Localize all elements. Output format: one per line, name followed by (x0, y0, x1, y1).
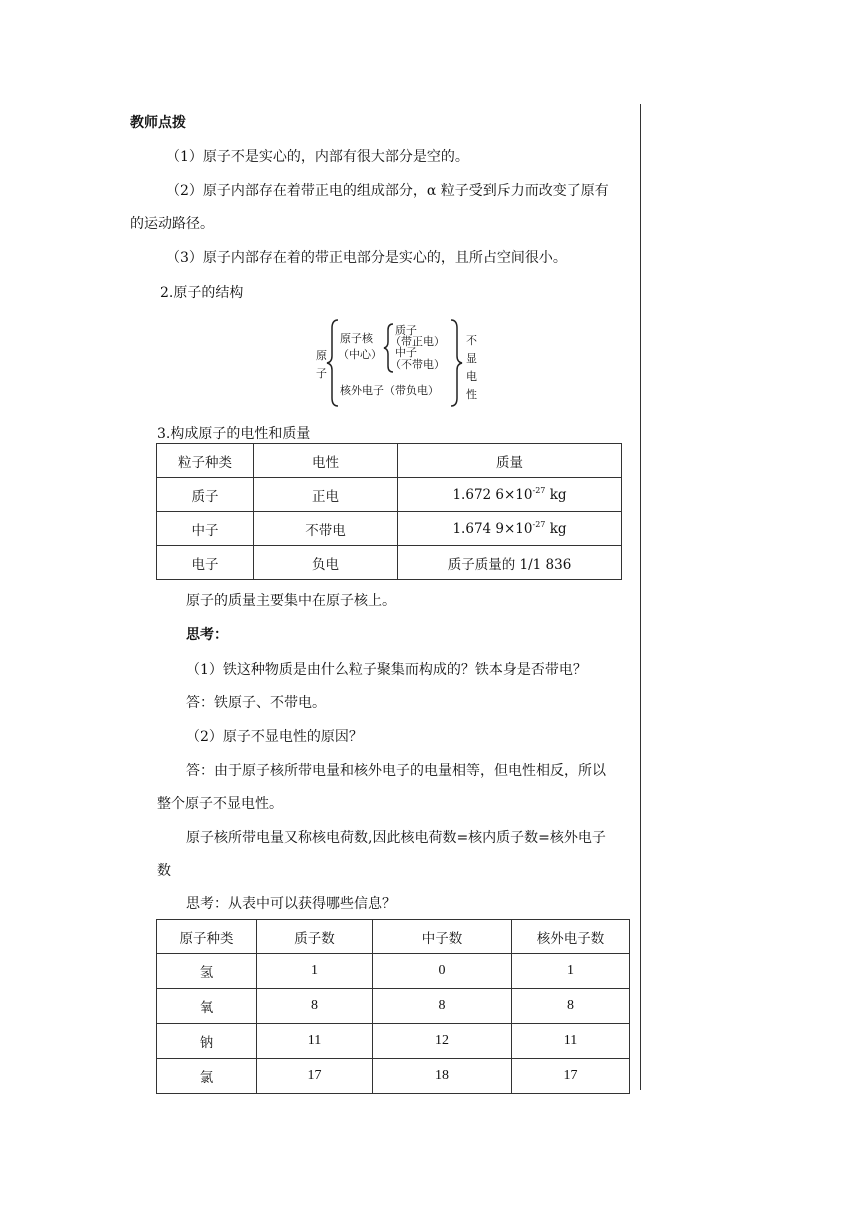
electron-count-cell: 17 (512, 1059, 630, 1094)
proton-count-cell: 8 (257, 989, 373, 1024)
answer-1: 答：铁原子、不带电。 (186, 695, 326, 711)
neutral-char: 不 (466, 334, 477, 347)
header-cell: 核外电子数 (512, 920, 630, 954)
think-question-2: 思考：从表中可以获得哪些信息？ (186, 896, 396, 912)
table-row (157, 1059, 630, 1094)
header-cell: 质子数 (257, 920, 373, 954)
table-header-row (157, 920, 630, 954)
header-cell: 电性 (254, 444, 398, 478)
neutral-char: 性 (466, 388, 477, 401)
atom-name-cell: 氢 (157, 954, 257, 989)
question-1: （1）铁这种物质是由什么粒子聚集而构成的？铁本身是否带电？ (186, 662, 587, 678)
header-cell: 质量 (398, 444, 622, 478)
atom-name-cell: 氯 (157, 1059, 257, 1094)
proton-count-cell: 1 (257, 954, 373, 989)
charge-statement: 原子核所带电量又称核电荷数,因此核电荷数=核内质子数=核外电子 (186, 830, 606, 846)
mass-unit: kg (549, 486, 567, 503)
nucleus-center-label: （中心） (338, 348, 382, 361)
section-3-title: 3.构成原子的电性和质量 (157, 426, 311, 442)
atom-label-char: 原 (316, 349, 327, 362)
answer-2-continued: 整个原子不显电性。 (157, 796, 283, 812)
point-2-continued: 的运动路径。 (130, 216, 214, 232)
table-row (157, 478, 622, 512)
mass-value: 1.674 9×10 (452, 520, 533, 537)
atom-name-cell: 氧 (157, 989, 257, 1024)
particle-type-cell: 中子 (157, 512, 254, 546)
point-3: （3）原子内部存在着的带正电部分是实心的，且所占空间很小。 (166, 250, 567, 266)
neutron-charge-label: （不带电） (390, 358, 445, 371)
neutron-count-cell: 0 (373, 954, 512, 989)
electron-count-cell: 11 (512, 1024, 630, 1059)
charge-statement-continued: 数 (157, 863, 171, 879)
electron-count-cell: 8 (512, 989, 630, 1024)
neutral-char: 电 (466, 370, 477, 383)
atom-label-char: 子 (316, 367, 327, 380)
think-label: 思考： (186, 627, 228, 643)
mass-cell: 质子质量的 1/1 836 (398, 546, 622, 580)
atom-name-cell: 钠 (157, 1024, 257, 1059)
question-2: （2）原子不显电性的原因？ (186, 729, 363, 745)
mass-cell (398, 512, 622, 546)
particle-table (156, 443, 622, 580)
header-cell: 粒子种类 (157, 444, 254, 478)
neutron-count-cell: 12 (373, 1024, 512, 1059)
point-2: （2）原子内部存在着带正电的组成部分，α 粒子受到斥力而改变了原有 (166, 183, 609, 199)
charge-cell: 不带电 (254, 512, 398, 546)
header-cell: 原子种类 (157, 920, 257, 954)
particle-type-cell: 质子 (157, 478, 254, 512)
atom-table (156, 919, 630, 1094)
mass-unit: kg (549, 520, 567, 537)
proton-charge-label: （带正电） (390, 335, 445, 348)
table-row (157, 954, 630, 989)
section-heading: 教师点拨 (130, 115, 186, 131)
atom-structure-diagram (312, 318, 482, 408)
electron-label: 核外电子（带负电） (340, 384, 439, 397)
mass-exponent: -27 (532, 519, 546, 529)
table-header-row (157, 444, 622, 478)
proton-count-cell: 11 (257, 1024, 373, 1059)
section-2-title: 2.原子的结构 (160, 285, 244, 301)
point-1: （1）原子不是实心的，内部有很大部分是空的。 (166, 149, 469, 165)
neutron-count-cell: 8 (373, 989, 512, 1024)
neutron-label: 中子 (395, 346, 417, 359)
nucleus-label: 原子核 (340, 332, 373, 345)
mass-cell (398, 478, 622, 512)
page-column-divider (640, 104, 641, 1090)
mass-exponent: -27 (532, 485, 546, 495)
mass-note: 原子的质量主要集中在原子核上。 (186, 593, 396, 609)
header-cell: 中子数 (373, 920, 512, 954)
proton-label: 质子 (395, 324, 417, 337)
neutron-count-cell: 18 (373, 1059, 512, 1094)
table-row (157, 546, 622, 580)
table-row (157, 1024, 630, 1059)
charge-cell: 正电 (254, 478, 398, 512)
charge-cell: 负电 (254, 546, 398, 580)
answer-2: 答：由于原子核所带电量和核外电子的电量相等，但电性相反，所以 (186, 763, 606, 779)
table-row (157, 989, 630, 1024)
table-row (157, 512, 622, 546)
mass-value: 1.672 6×10 (452, 486, 533, 503)
proton-count-cell: 17 (257, 1059, 373, 1094)
particle-type-cell: 电子 (157, 546, 254, 580)
electron-count-cell: 1 (512, 954, 630, 989)
neutral-char: 显 (466, 352, 477, 365)
